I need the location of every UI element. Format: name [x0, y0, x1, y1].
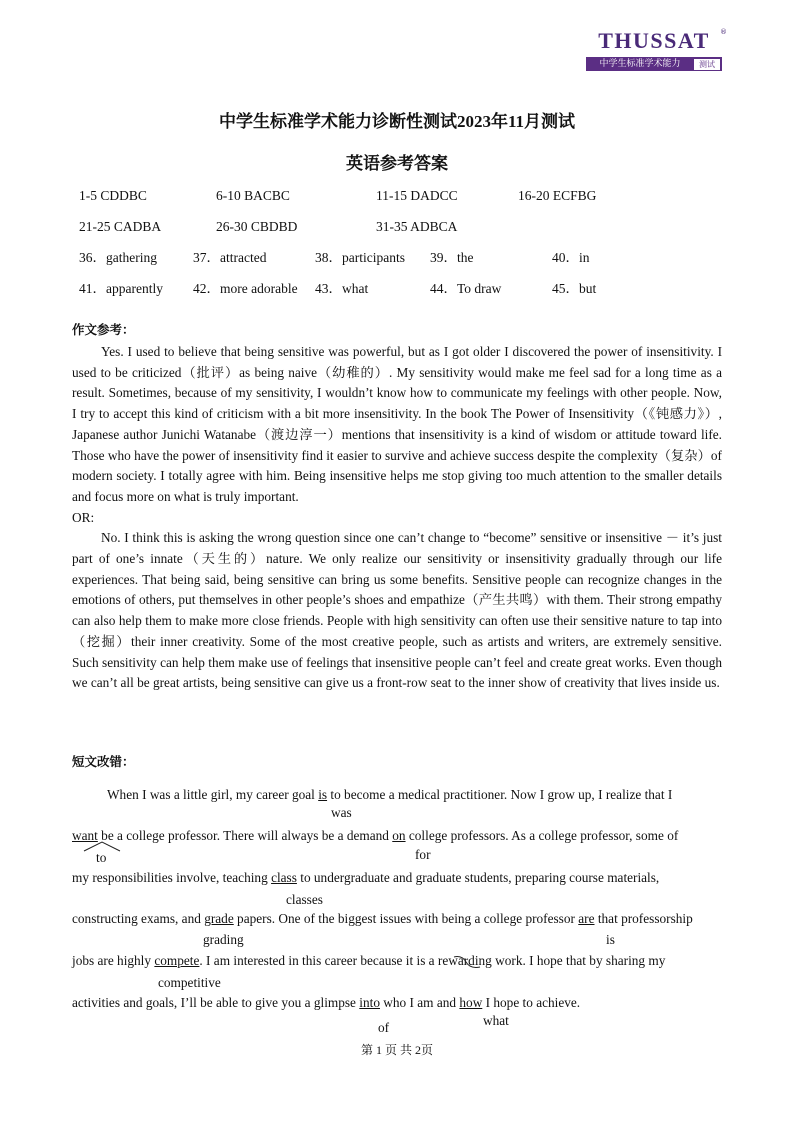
essay-paragraph: No. I think this is asking the wrong question since one can’t change to “become” sensitive or insensitive － it’s just part of one’s innate（天生的）nature. We only realize our sensitivity or insensitivity gradually through our life experiences. That being said, being sensitive can bring us some benefits. Sensitive people can recognize changes in the emotions of others, put themselves in other people’s shoes and empathize（产生共鸣）with them. Their strong empathy can also help them to make more close friends. People with high sensitivity can often use their sensitive nature to tap into（挖掘）their inner creativity. Some of the most creative people, such as artists and writers, are extremely sensitive. Such sensitivity can help them make use of feelings that insensitive people can’t feel and create great works. Even though we can’t all be great artists, being sensitive can give us a front-row seat to the inner show of creativity that lives inside us. [72, 530, 722, 691]
correction-line: When I was a little girl, my career goal is to become a medical practitioner. Now I grow up, I realize that I [107, 787, 673, 802]
correction-line: want be a college professor. There will always be a demand on college professors. As a college professor, some of [72, 828, 679, 843]
answer-item: 37．attracted [193, 250, 267, 265]
answer-item: 42．more adorable [193, 281, 298, 296]
answer-item: 44．To draw [430, 281, 502, 296]
correction-fix: grading [203, 932, 244, 947]
answer-item: 39．the [430, 250, 474, 265]
correction-fix: was [331, 805, 352, 820]
correction-fix: of [378, 1020, 390, 1035]
answer-item: 21-25 CADBA [79, 219, 162, 234]
logo-subtitle: 中学生标准学术能力 [599, 59, 681, 69]
correction-line: my responsibilities involve, teaching class to undergraduate and graduate students, preparing course materials, [72, 870, 660, 885]
answer-item: 11-15 DADCC [376, 188, 458, 203]
answer-item: 6-10 BACBC [216, 188, 290, 203]
page-footer: 第 1 页 共 2页 [360, 1043, 433, 1057]
correction-heading: 短文改错： [72, 754, 135, 769]
error-word: is [318, 787, 328, 802]
error-word: on [392, 828, 406, 843]
error-word: how [459, 995, 483, 1010]
correction-line: constructing exams, and grade papers. One of the biggest issues with being a college professor are that professorship [72, 911, 693, 926]
correction-fix: what [483, 1013, 509, 1028]
registered-mark: ® [720, 28, 727, 36]
answer-item: 16-20 ECFBG [518, 188, 597, 203]
correction-line: jobs are highly compete. I am interested in this career because it is a rewarding work. I hope that by sharing my [72, 953, 666, 968]
answer-item: 45．but [552, 281, 597, 296]
delete-mark-icon [452, 953, 482, 971]
correction-fix: classes [286, 892, 323, 907]
error-word: want [72, 828, 98, 843]
thussat-logo [586, 28, 726, 74]
answer-item: 1-5 CDDBC [79, 188, 147, 203]
correction-line: activities and goals, I’ll be able to give you a glimpse into who I am and how I hope to achieve. [72, 995, 581, 1010]
error-word: compete [154, 953, 200, 968]
essay-or: OR: [72, 509, 95, 525]
page-subtitle: 英语参考答案 [346, 154, 448, 173]
answer-item: 38．participants [315, 250, 405, 265]
answer-item: 43．what [315, 281, 369, 296]
correction-fix: competitive [158, 975, 221, 990]
essay-heading: 作文参考： [72, 322, 135, 337]
error-word: class [271, 870, 297, 885]
answer-item: 40．in [552, 250, 590, 265]
answer-item: 36．gathering [79, 250, 157, 265]
error-word: into [359, 995, 380, 1010]
correction-fix: to [96, 850, 107, 865]
answer-item: 31-35 ADBCA [376, 219, 458, 234]
error-word: grade [204, 911, 234, 926]
answer-item: 26-30 CBDBD [216, 219, 298, 234]
error-word: are [578, 911, 595, 926]
answer-item: 41．apparently [79, 281, 163, 296]
page-title: 中学生标准学术能力诊断性测试2023年11月测试 [218, 112, 576, 131]
essay-paragraph: Yes. I used to believe that being sensitive was powerful, but as I got older I discovered the power of insensitivity. I used to be criticized（批评）as being naive（幼稚的）. My sensitivity would make me feel sad for a long time as a result. Sometimes, because of my sensitivity, I wouldn’t know how to communicate my feelings with other people. Now, I try to accept this kind of criticism with a bit more insensitivity. In the book The Power of Insensitivity（《钝感力》）, Japanese author Junichi Watanabe（渡边淳一）mentions that insensitivity is a kind of wisdom or attitude toward life. Those who have the power of insensitivity find it easier to survive and achieve success despite the complexity（复杂）of modern society. I totally agree with him. Being insensitive helps me stop giving too much attention to the smaller details and focus more on what is truly important. [72, 344, 722, 504]
logo-tag: 测试 [694, 59, 720, 70]
correction-fix: for [415, 847, 431, 862]
correction-fix: is [606, 932, 615, 947]
essay-body [72, 342, 722, 694]
logo-name: THUSSAT [598, 28, 710, 53]
